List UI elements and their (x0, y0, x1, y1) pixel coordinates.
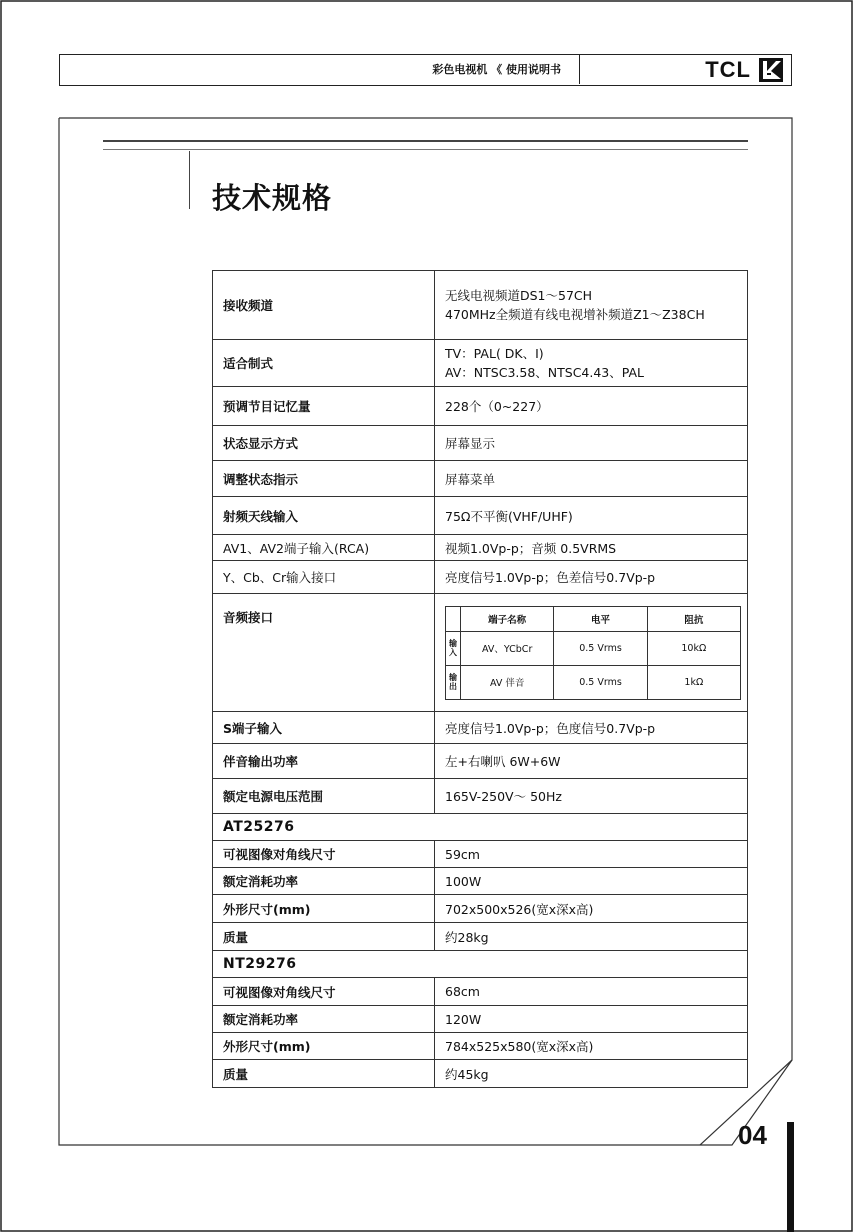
spec-value: 视频1.0Vp-p；音频 0.5VRMS (435, 535, 748, 561)
spec-label: 射频天线输入 (213, 497, 435, 535)
audio-header-row (446, 606, 741, 631)
audio-header: 阻抗 (647, 606, 740, 631)
spec-label: 外形尺寸(mm) (213, 895, 435, 923)
spec-value (435, 340, 748, 387)
table-row (213, 1060, 748, 1088)
spec-value-line: AV：NTSC3.58、NTSC4.43、PAL (445, 365, 645, 380)
title-rule (103, 140, 748, 142)
model-name: AT25276 (213, 814, 748, 841)
title-rule-thin (103, 149, 748, 150)
model-row (213, 814, 748, 841)
spec-value: 约28kg (435, 923, 748, 951)
table-row (213, 1006, 748, 1033)
table-row (213, 535, 748, 561)
page-title: 技术规格 (212, 181, 333, 215)
table-row (213, 895, 748, 923)
audio-row (446, 631, 741, 665)
audio-side-label: 输出 (446, 665, 461, 699)
table-row (213, 426, 748, 461)
spec-value: 228个（0~227） (435, 387, 748, 426)
spec-value (435, 271, 748, 340)
brand-name: TCL (705, 57, 751, 82)
spec-label: AV1、AV2端子输入(RCA) (213, 535, 435, 561)
audio-impedance: 10kΩ (647, 631, 740, 665)
spec-label: Y、Cb、Cr输入接口 (213, 561, 435, 594)
spec-label: 音频接口 (213, 594, 435, 712)
spec-label: S端子输入 (213, 712, 435, 744)
table-row (213, 868, 748, 895)
spec-value: 约45kg (435, 1060, 748, 1088)
page-header (59, 54, 792, 86)
table-row (213, 841, 748, 868)
audio-terminal: AV、YCbCr (461, 631, 554, 665)
tcl-logo-icon (759, 58, 783, 82)
spec-value: 亮度信号1.0Vp-p；色差信号0.7Vp-p (435, 561, 748, 594)
spec-value: 75Ω不平衡(VHF/UHF) (435, 497, 748, 535)
audio-level: 0.5 Vrms (554, 665, 647, 699)
title-divider (189, 151, 190, 209)
spec-value: 屏幕菜单 (435, 461, 748, 497)
table-row (213, 497, 748, 535)
table-row (213, 387, 748, 426)
audio-row (446, 665, 741, 699)
audio-header: 电平 (554, 606, 647, 631)
table-row (213, 271, 748, 340)
spec-label: 额定消耗功率 (213, 868, 435, 895)
model-row (213, 951, 748, 978)
spec-value-line: 470MHz全频道有线电视增补频道Z1～Z38CH (445, 307, 705, 322)
spec-value-line: TV：PAL( DK、I) (445, 346, 544, 361)
spec-label: 调整状态指示 (213, 461, 435, 497)
audio-side-label: 输入 (446, 631, 461, 665)
audio-interface-cell (435, 594, 748, 712)
spec-label: 可视图像对角线尺寸 (213, 978, 435, 1006)
spec-label: 质量 (213, 923, 435, 951)
table-row (213, 712, 748, 744)
spec-label: 额定消耗功率 (213, 1006, 435, 1033)
spec-label: 预调节目记忆量 (213, 387, 435, 426)
spec-label: 适合制式 (213, 340, 435, 387)
audio-impedance: 1kΩ (647, 665, 740, 699)
spec-value: 68cm (435, 978, 748, 1006)
spec-value: 屏幕显示 (435, 426, 748, 461)
spec-value: 左+右喇叭 6W+6W (435, 744, 748, 779)
spec-label: 额定电源电压范围 (213, 779, 435, 814)
page-number: 04 (738, 1120, 767, 1150)
spec-label: 外形尺寸(mm) (213, 1033, 435, 1060)
table-row (213, 923, 748, 951)
spec-value: 亮度信号1.0Vp-p；色度信号0.7Vp-p (435, 712, 748, 744)
audio-header: 端子名称 (461, 606, 554, 631)
spec-value: 165V-250V～ 50Hz (435, 779, 748, 814)
table-row (213, 461, 748, 497)
spec-table (212, 270, 748, 1088)
table-row (213, 744, 748, 779)
spec-label: 接收频道 (213, 271, 435, 340)
table-row (213, 978, 748, 1006)
table-row (213, 561, 748, 594)
spec-value: 702x500x526(宽x深x高) (435, 895, 748, 923)
brand (705, 58, 783, 82)
table-row (213, 1033, 748, 1060)
spec-value: 784x525x580(宽x深x高) (435, 1033, 748, 1060)
spec-value: 59cm (435, 841, 748, 868)
header-title: 彩色电视机 《 使用说明书 (60, 55, 580, 84)
spec-label: 质量 (213, 1060, 435, 1088)
spec-label: 状态显示方式 (213, 426, 435, 461)
table-row (213, 594, 748, 712)
audio-terminal: AV 伴音 (461, 665, 554, 699)
spec-value: 120W (435, 1006, 748, 1033)
spec-value-line: 无线电视频道DS1～57CH (445, 288, 593, 303)
spec-value: 100W (435, 868, 748, 895)
audio-corner-cell (446, 606, 461, 631)
table-row (213, 779, 748, 814)
audio-level: 0.5 Vrms (554, 631, 647, 665)
page-edge-bar (787, 1122, 794, 1232)
table-row (213, 340, 748, 387)
audio-interface-table (445, 606, 741, 700)
spec-label: 伴音输出功率 (213, 744, 435, 779)
spec-label: 可视图像对角线尺寸 (213, 841, 435, 868)
model-name: NT29276 (213, 951, 748, 978)
